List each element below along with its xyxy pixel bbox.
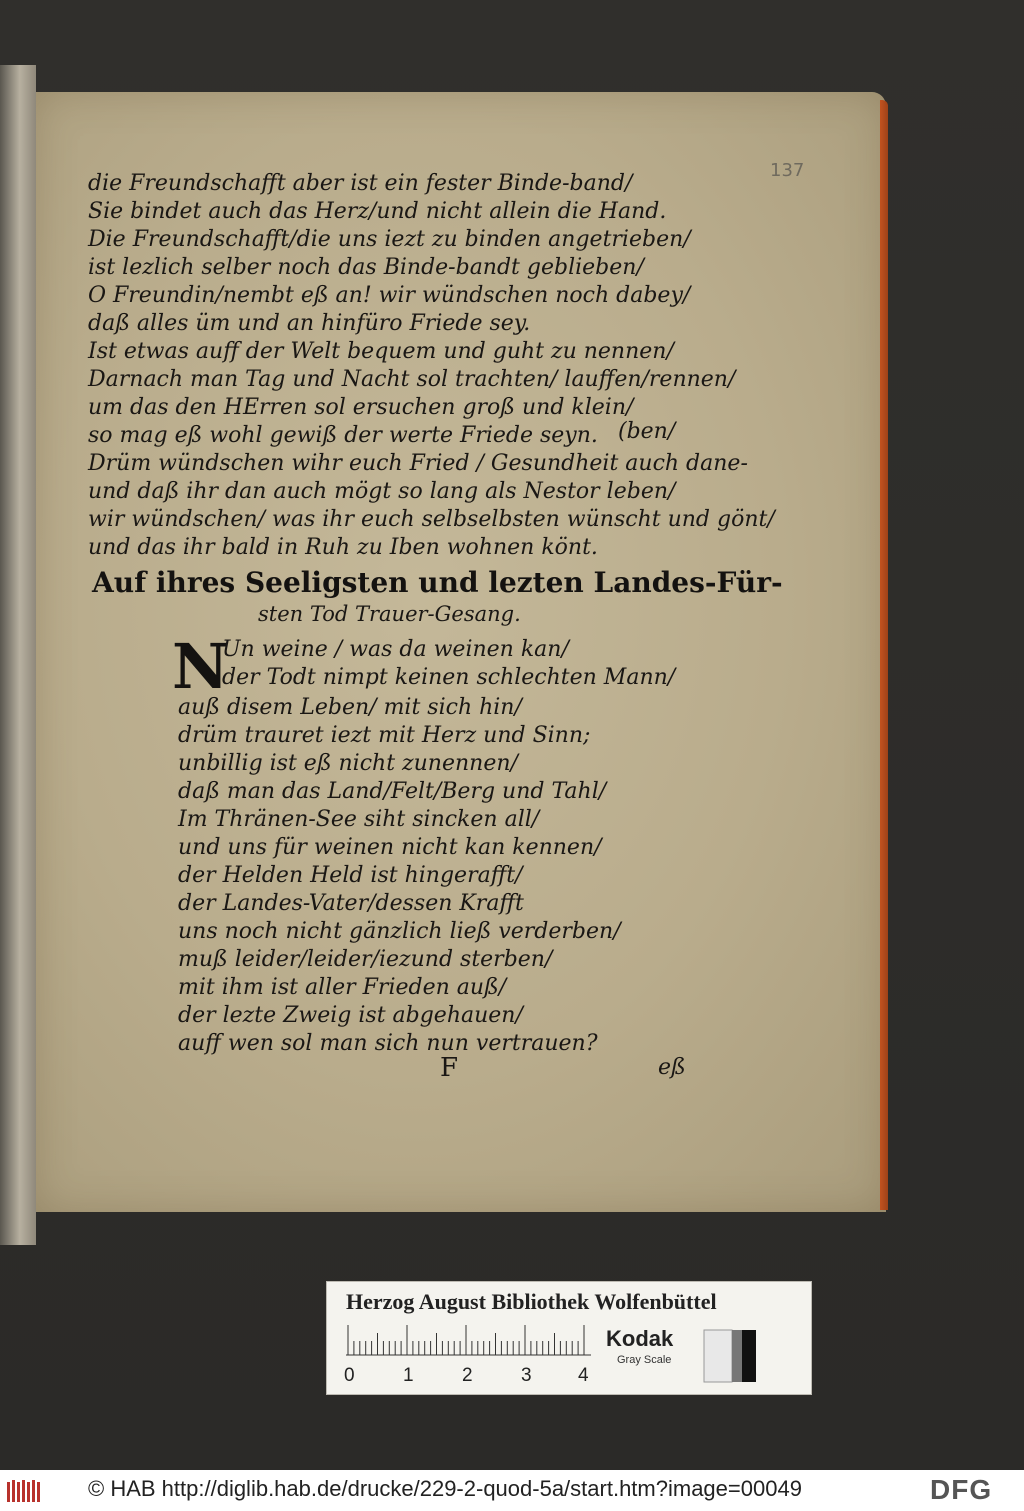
verse-line-6: daß alles üm und an hinfüro Friede sey. (88, 311, 531, 336)
poem-line-6: daß man das Land/Felt/Berg und Tahl/ (178, 779, 607, 804)
poem-line-8: und uns für weinen nicht kan kennen/ (178, 835, 602, 860)
ruler-number-1: 1 (403, 1365, 414, 1386)
ruler-number-3: 3 (521, 1365, 532, 1386)
footer-copyright: © HAB http://diglib.hab.de/drucke/229-2-quod-5a/start.htm?image=00049 (88, 1476, 802, 1501)
poem-line-15: auff wen sol man sich nun vertrauen? (178, 1031, 598, 1056)
poem-line-7: Im Thränen-See siht sincken all/ (178, 807, 540, 832)
poem-line-9: der Helden Held ist hingerafft/ (178, 863, 523, 888)
folio-number: 137 (770, 160, 805, 181)
verse-line-5: O Freundin/nembt eß an! wir wündschen noch dabey/ (88, 283, 691, 308)
poem-heading-line-1: Auf ihres Seeligsten und lezten Landes-Für- (92, 566, 783, 599)
verse-line-12: und daß ihr dan auch mögt so lang als Nestor leben/ (88, 479, 676, 504)
ruler-number-4: 4 (578, 1365, 589, 1386)
poem-line-1: Un weine / was da weinen kan/ (222, 637, 569, 662)
verse-line-14: und das ihr bald in Ruh zu Iben wohnen könt. (88, 535, 598, 560)
verse-line-9: um das den HErren sol ersuchen groß und klein/ (88, 395, 634, 420)
ruler-number-2: 2 (462, 1365, 473, 1386)
facing-page-edge (0, 65, 36, 1245)
signature-mark: F (440, 1053, 459, 1083)
verse-line-2: Sie bindet auch das Herz/und nicht allein die Hand. (88, 199, 667, 224)
poem-line-14: der lezte Zweig ist abgehauen/ (178, 1003, 523, 1028)
verse-line-10: so mag eß wohl gewiß der werte Friede seyn. (88, 423, 598, 448)
gray-swatches (700, 1326, 800, 1386)
catchword: eß (658, 1055, 686, 1080)
verse-line-4: ist lezlich selber noch das Binde-bandt geblieben/ (88, 255, 644, 280)
poem-line-13: mit ihm ist aller Frieden auß/ (178, 975, 507, 1000)
poem-line-3: auß disem Leben/ mit sich hin/ (178, 695, 522, 720)
hab-logo-icon (6, 1478, 42, 1504)
verse-line-11: Drüm wündschen wihr euch Fried / Gesundheit auch dane- (88, 451, 748, 476)
kodak-brand: Kodak (606, 1326, 674, 1351)
poem-line-5: unbillig ist eß nicht zunennen/ (178, 751, 518, 776)
verse-line-8: Darnach man Tag und Nacht sol trachten/ lauffen/rennen/ (88, 367, 736, 392)
gray-scale-label: Gray Scale (617, 1354, 672, 1366)
drop-cap: N (172, 630, 229, 703)
poem-line-10: der Landes-Vater/dessen Krafft (178, 891, 524, 916)
library-name: Herzog August Bibliothek Wolfenbüttel (346, 1289, 717, 1314)
poem-line-2: der Todt nimpt keinen schlechten Mann/ (222, 665, 676, 690)
poem-line-4: drüm trauret iezt mit Herz und Sinn; (178, 723, 591, 748)
verse-line-1: die Freundschafft aber ist ein fester Binde-band/ (88, 171, 633, 196)
verse-line-13: wir wündschen/ was ihr euch selbselbsten wünscht und gönt/ (88, 507, 775, 532)
poem-line-12: muß leider/leider/iezund sterben/ (178, 947, 553, 972)
poem-line-11: uns noch nicht gänzlich ließ verderben/ (178, 919, 621, 944)
page-red-edge (880, 100, 888, 1210)
poem-heading-line-2: sten Tod Trauer-Gesang. (258, 602, 521, 626)
ruler-number-0: 0 (344, 1365, 355, 1386)
ruler-scale (346, 1322, 591, 1356)
verse-line-3: Die Freundschafft/die uns iezt zu binden angetrieben/ (88, 227, 691, 252)
dfg-logo: DFG (930, 1474, 993, 1505)
verse-carry-over: (ben/ (618, 419, 676, 444)
verse-line-7: Ist etwas auff der Welt bequem und guht zu nennen/ (88, 339, 674, 364)
